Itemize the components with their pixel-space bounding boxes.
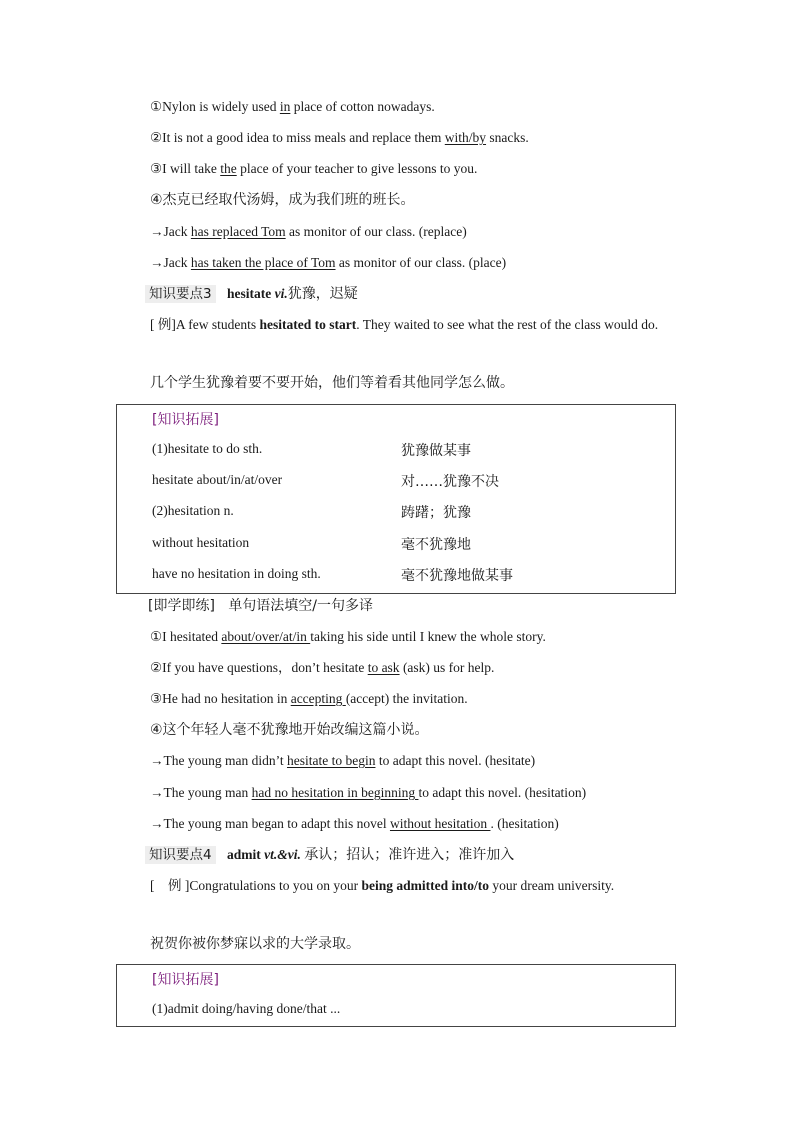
expand-row-zh: 毫不犹豫地	[401, 537, 471, 553]
answer-blank: in	[279, 99, 291, 114]
answer-blank: had no hesitation in beginning	[251, 785, 419, 800]
practice-7: →The young man began to adapt this novel without hesitation . (hesitation)	[150, 816, 559, 831]
point3-example: [ 例]A few students hesitated to start. They waited to see what the rest of the class would do.	[150, 317, 659, 332]
practice-4-chinese: ④这个年轻人毫不犹豫地开始改编这篇小说。	[150, 722, 429, 738]
sentence-4-chinese: ④杰克已经取代汤姆，成为我们班的班长。	[150, 192, 415, 208]
answer-blank: to ask	[367, 660, 400, 675]
expand-row-en: (1)hesitate to do sth.	[152, 441, 263, 456]
point3-pos: vi.	[274, 286, 288, 301]
practice-title: 单句语法填空/一句多译	[228, 598, 374, 614]
point3-expand-box	[116, 404, 676, 594]
translation-1: →Jack has replaced Tom as monitor of our class. (replace)	[150, 224, 467, 239]
expand-row-zh: 犹豫做某事	[401, 443, 471, 459]
point4-example: [ 例 ]Congratulations to you on your being admitted into/to your dream university.	[150, 878, 615, 893]
practice-3: ③He had no hesitation in accepting (accept) the invitation.	[150, 691, 468, 706]
point3-translation: 几个学生犹豫着要不要开始，他们等着看其他同学怎么做。	[150, 375, 514, 391]
expand-row-en: hesitate about/in/at/over	[152, 472, 283, 487]
answer-blank: without hesitation	[389, 816, 491, 831]
sentence-2: ②It is not a good idea to miss meals and replace them with/by snacks.	[150, 130, 529, 145]
practice-heading	[148, 597, 373, 615]
point3-meaning: 犹豫，迟疑	[287, 286, 358, 302]
expand-row-zh: 对……犹豫不决	[401, 474, 499, 490]
practice-6: →The young man had no hesitation in beginning to adapt this novel. (hesitation)	[150, 785, 587, 800]
answer-blank: hesitate to begin	[286, 753, 376, 768]
expand-title: [知识拓展]	[152, 412, 219, 428]
answer-blank: accepting	[290, 691, 346, 706]
expand-row-en: (1)admit doing/having done/that ...	[152, 1001, 341, 1016]
answer-blank: with/by	[444, 130, 487, 145]
expand-row-en: (2)hesitation n.	[152, 503, 234, 518]
answer-blank: has taken the place of Tom	[190, 255, 336, 270]
expand-row-en: have no hesitation in doing sth.	[152, 566, 321, 581]
point4-translation: 祝贺你被你梦寐以求的大学录取。	[150, 936, 360, 952]
point4-word: admit	[226, 847, 261, 862]
practice-tag: [即学即练]	[148, 598, 215, 614]
point3-tag: 知识要点3	[145, 285, 216, 303]
expand-title: [知识拓展]	[152, 972, 219, 988]
answer-blank: the	[220, 161, 237, 176]
point3-heading	[145, 284, 358, 304]
practice-5: →The young man didn’t hesitate to begin to adapt this novel. (hesitate)	[150, 753, 536, 768]
answer-blank: has replaced Tom	[190, 224, 286, 239]
point4-pos: vt.&vi.	[264, 847, 301, 862]
point4-heading	[145, 845, 514, 865]
expand-row-zh: 踌躇；犹豫	[401, 505, 471, 521]
point4-meaning: 承认；招认；准许进入；准许加入	[304, 847, 515, 863]
sentence-1: ①Nylon is widely used in place of cotton nowadays.	[150, 99, 435, 114]
practice-1: ①I hesitated about/over/at/in taking his side until I knew the whole story.	[150, 629, 546, 644]
expand-row-en: without hesitation	[152, 535, 250, 550]
point4-expand-box	[116, 964, 676, 1027]
practice-2: ②If you have questions，don’t hesitate to ask (ask) us for help.	[150, 660, 495, 675]
point3-word: hesitate	[226, 286, 272, 301]
point4-tag: 知识要点4	[145, 846, 216, 864]
translation-2: →Jack has taken the place of Tom as monitor of our class. (place)	[150, 255, 507, 270]
answer-blank: about/over/at/in	[221, 629, 311, 644]
sentence-3: ③I will take the place of your teacher to give lessons to you.	[150, 161, 478, 176]
expand-row-zh: 毫不犹豫地做某事	[401, 568, 513, 584]
